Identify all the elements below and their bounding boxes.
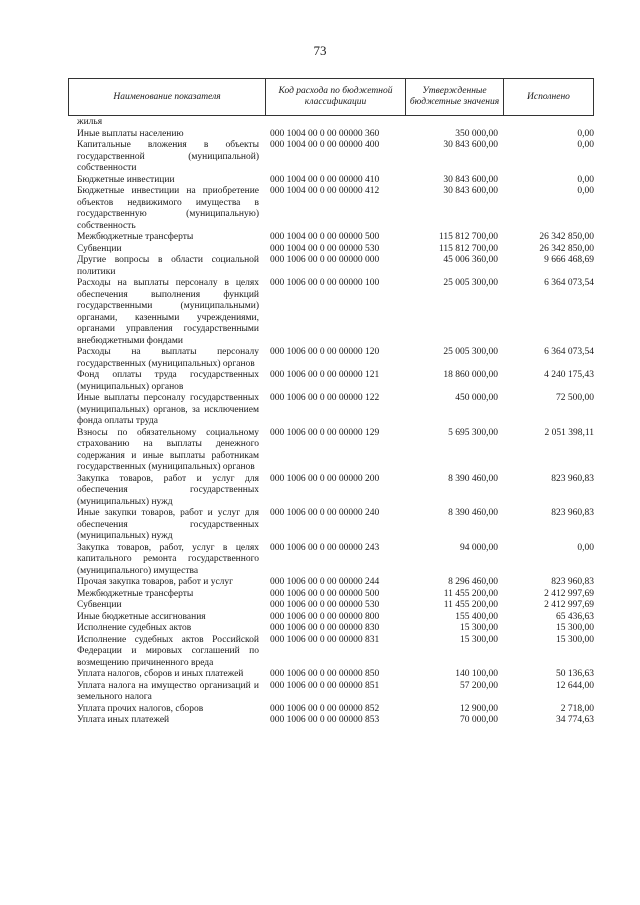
- row-approved: 30 843 600,00: [443, 186, 498, 196]
- row-approved: 18 860 000,00: [443, 370, 498, 380]
- table-row: [68, 370, 594, 393]
- row-name: Уплата налогов, сборов и иных платежей: [77, 669, 244, 679]
- header-approved: Утвержденные бюджетные значения: [405, 79, 503, 115]
- header-executed: Исполнено: [503, 79, 594, 115]
- row-executed: 2 718,00: [560, 703, 594, 714]
- row-name: Закупка товаров, работ, услуг в целях капитального ремонта государственного (муниципального) имущества: [77, 542, 259, 576]
- row-code: 000 1006 00 0 00 00000 129: [270, 427, 380, 438]
- row-code: 000 1004 00 0 00 00000 400: [270, 140, 380, 150]
- row-code: 000 1004 00 0 00 00000 360: [270, 128, 380, 139]
- row-approved: 450 000,00: [455, 393, 498, 403]
- row-code: 000 1006 00 0 00 00000 000: [270, 255, 380, 265]
- row-executed: 2 412 997,69: [544, 588, 594, 599]
- row-name: Другие вопросы в области социальной политики: [77, 255, 259, 277]
- row-name: Бюджетные инвестиции на приобретение объектов недвижимого имущества в государственную (муниципальную) собственность: [77, 186, 259, 231]
- table-body: [68, 116, 594, 727]
- table-row: [68, 175, 594, 187]
- row-executed: 15 300,00: [556, 623, 594, 633]
- row-executed: 823 960,83: [551, 473, 594, 484]
- row-approved: 5 695 300,00: [448, 427, 498, 438]
- row-approved: 12 900,00: [460, 703, 498, 714]
- table-row: [68, 704, 594, 716]
- row-name: Субвенции: [77, 600, 122, 610]
- row-name: Капитальные вложения в объекты государственной (муниципальной) собственности: [77, 140, 259, 173]
- row-code: 000 1006 00 0 00 00000 831: [270, 634, 380, 645]
- table-row: [68, 117, 594, 129]
- row-name: Иные бюджетные ассигнования: [77, 611, 206, 622]
- header-code: Код расхода по бюджетной классификации: [265, 79, 405, 115]
- row-name: Бюджетные инвестиции: [77, 174, 175, 185]
- row-executed: 2 051 398,11: [544, 427, 594, 438]
- table-row: [68, 669, 594, 681]
- row-approved: 25 005 300,00: [443, 278, 498, 288]
- row-approved: [405, 117, 503, 129]
- row-name: Расходы на выплаты персоналу государственных (муниципальных) органов: [77, 347, 259, 369]
- table-header: [68, 78, 594, 116]
- budget-table: [68, 78, 594, 727]
- table-row: [68, 681, 594, 704]
- row-code: 000 1006 00 0 00 00000 122: [270, 393, 380, 403]
- row-executed: 0,00: [577, 174, 594, 185]
- row-code: 000 1006 00 0 00 00000 200: [270, 473, 380, 484]
- row-name: Иные закупки товаров, работ и услуг для обеспечения государственных (муниципальных) нужд: [77, 508, 259, 541]
- row-code: [265, 117, 405, 129]
- row-code: 000 1006 00 0 00 00000 240: [270, 508, 380, 518]
- row-name: Расходы на выплаты персоналу в целях обеспечения выполнения функций государственными (муниципальными) органами, казенными учреждениями, органами управления государственными внебюджетными фондами: [77, 278, 259, 346]
- row-executed: 6 364 073,54: [544, 347, 594, 357]
- table-row: [68, 600, 594, 612]
- table-row: [68, 623, 594, 635]
- row-approved: 155 400,00: [455, 611, 498, 622]
- table-row: [68, 244, 594, 256]
- table-row: [68, 508, 594, 543]
- row-code: 000 1006 00 0 00 00000 851: [270, 680, 380, 691]
- row-executed: [503, 117, 594, 129]
- row-approved: 70 000,00: [460, 715, 498, 725]
- row-executed: 823 960,83: [551, 577, 594, 587]
- row-code: 000 1006 00 0 00 00000 100: [270, 278, 380, 288]
- row-executed: 6 364 073,54: [544, 278, 594, 288]
- row-approved: 350 000,00: [455, 128, 498, 139]
- row-approved: 15 300,00: [460, 634, 498, 645]
- row-code: 000 1006 00 0 00 00000 120: [270, 347, 380, 357]
- row-name: Уплата прочих налогов, сборов: [77, 703, 204, 714]
- row-executed: 15 300,00: [556, 634, 594, 645]
- row-executed: 34 774,63: [556, 715, 594, 725]
- row-approved: 25 005 300,00: [443, 347, 498, 357]
- table-row: [68, 393, 594, 428]
- table-row: [68, 347, 594, 370]
- table-row: [68, 474, 594, 509]
- page-number: 73: [313, 43, 327, 58]
- row-executed: 65 436,63: [556, 611, 594, 622]
- table-row: [68, 715, 594, 727]
- row-code: 000 1006 00 0 00 00000 243: [270, 542, 380, 553]
- row-executed: 0,00: [577, 186, 594, 196]
- table-row: [68, 255, 594, 278]
- row-executed: 823 960,83: [551, 508, 594, 518]
- row-executed: 26 342 850,00: [539, 243, 594, 254]
- row-executed: 9 666 468,69: [544, 255, 594, 265]
- row-approved: 30 843 600,00: [443, 174, 498, 185]
- table-row: [68, 577, 594, 589]
- row-executed: 2 412 997,69: [544, 600, 594, 610]
- row-approved: 94 000,00: [460, 542, 498, 553]
- row-name: Иные выплаты населению: [77, 128, 184, 139]
- row-executed: 50 136,63: [556, 669, 594, 679]
- row-name: Фонд оплаты труда государственных (муниципальных) органов: [77, 370, 259, 392]
- row-approved: 11 455 200,00: [443, 600, 498, 610]
- row-code: 000 1006 00 0 00 00000 530: [270, 600, 380, 610]
- table-row: [68, 232, 594, 244]
- row-approved: 45 006 360,00: [443, 255, 498, 265]
- row-executed: 72 500,00: [556, 393, 594, 403]
- row-code: 000 1004 00 0 00 00000 410: [270, 174, 380, 185]
- row-approved: 140 100,00: [455, 669, 498, 679]
- row-executed: 0,00: [577, 140, 594, 150]
- row-code: 000 1006 00 0 00 00000 852: [270, 703, 380, 714]
- row-approved: 115 812 700,00: [438, 232, 498, 242]
- row-code: 000 1006 00 0 00 00000 853: [270, 715, 380, 725]
- row-code: 000 1004 00 0 00 00000 412: [270, 186, 380, 196]
- row-approved: 8 390 460,00: [448, 508, 498, 518]
- table-row: [68, 278, 594, 347]
- table-row: [68, 543, 594, 578]
- row-name: Субвенции: [77, 243, 122, 254]
- row-code: 000 1006 00 0 00 00000 800: [270, 611, 380, 622]
- row-code: 000 1006 00 0 00 00000 121: [270, 370, 380, 380]
- row-approved: 8 296 460,00: [448, 577, 498, 587]
- row-name: жилья: [77, 117, 103, 127]
- row-approved: 11 455 200,00: [443, 588, 498, 599]
- row-executed: 0,00: [577, 128, 594, 139]
- header-name: Наименование показателя: [68, 79, 265, 115]
- table-row: [68, 612, 594, 624]
- row-name: Закупка товаров, работ и услуг для обеспечения государственных (муниципальных) нужд: [77, 473, 259, 507]
- row-name: Иные выплаты персоналу государственных (муниципальных) органов, за исключением фонда оплаты труда: [77, 393, 259, 426]
- row-code: 000 1006 00 0 00 00000 830: [270, 623, 380, 633]
- row-name: Прочая закупка товаров, работ и услуг: [77, 577, 234, 587]
- row-code: 000 1006 00 0 00 00000 850: [270, 669, 380, 679]
- table-row: [68, 186, 594, 232]
- row-approved: 57 200,00: [460, 680, 498, 691]
- row-approved: 8 390 460,00: [448, 473, 498, 484]
- table-row: [68, 140, 594, 175]
- row-executed: 12 644,00: [556, 680, 594, 691]
- row-name: Межбюджетные трансферты: [77, 588, 194, 599]
- row-executed: 0,00: [577, 542, 594, 553]
- row-name: Межбюджетные трансферты: [77, 232, 194, 242]
- row-name: Исполнение судебных актов: [77, 623, 192, 633]
- row-name: Уплата налога на имущество организаций и земельного налога: [77, 680, 259, 702]
- row-code: 000 1004 00 0 00 00000 500: [270, 232, 380, 242]
- table-row: [68, 129, 594, 141]
- table-row: [68, 428, 594, 474]
- row-name: Исполнение судебных актов Российской Федерации и мировых соглашений по возмещению причиненного вреда: [77, 634, 259, 668]
- row-approved: 15 300,00: [460, 623, 498, 633]
- row-code: 000 1006 00 0 00 00000 500: [270, 588, 380, 599]
- row-approved: 30 843 600,00: [443, 140, 498, 150]
- row-approved: 115 812 700,00: [438, 243, 498, 254]
- row-name: Уплата иных платежей: [77, 715, 170, 725]
- row-code: 000 1004 00 0 00 00000 530: [270, 243, 380, 254]
- row-name: Взносы по обязательному социальному страхованию на выплаты денежного содержания и иные выплаты работникам государственных (муниципальных) органов: [77, 427, 259, 472]
- row-code: 000 1006 00 0 00 00000 244: [270, 577, 380, 587]
- table-row: [68, 635, 594, 670]
- table-row: [68, 589, 594, 601]
- row-executed: 26 342 850,00: [539, 232, 594, 242]
- row-executed: 4 240 175,43: [544, 370, 594, 380]
